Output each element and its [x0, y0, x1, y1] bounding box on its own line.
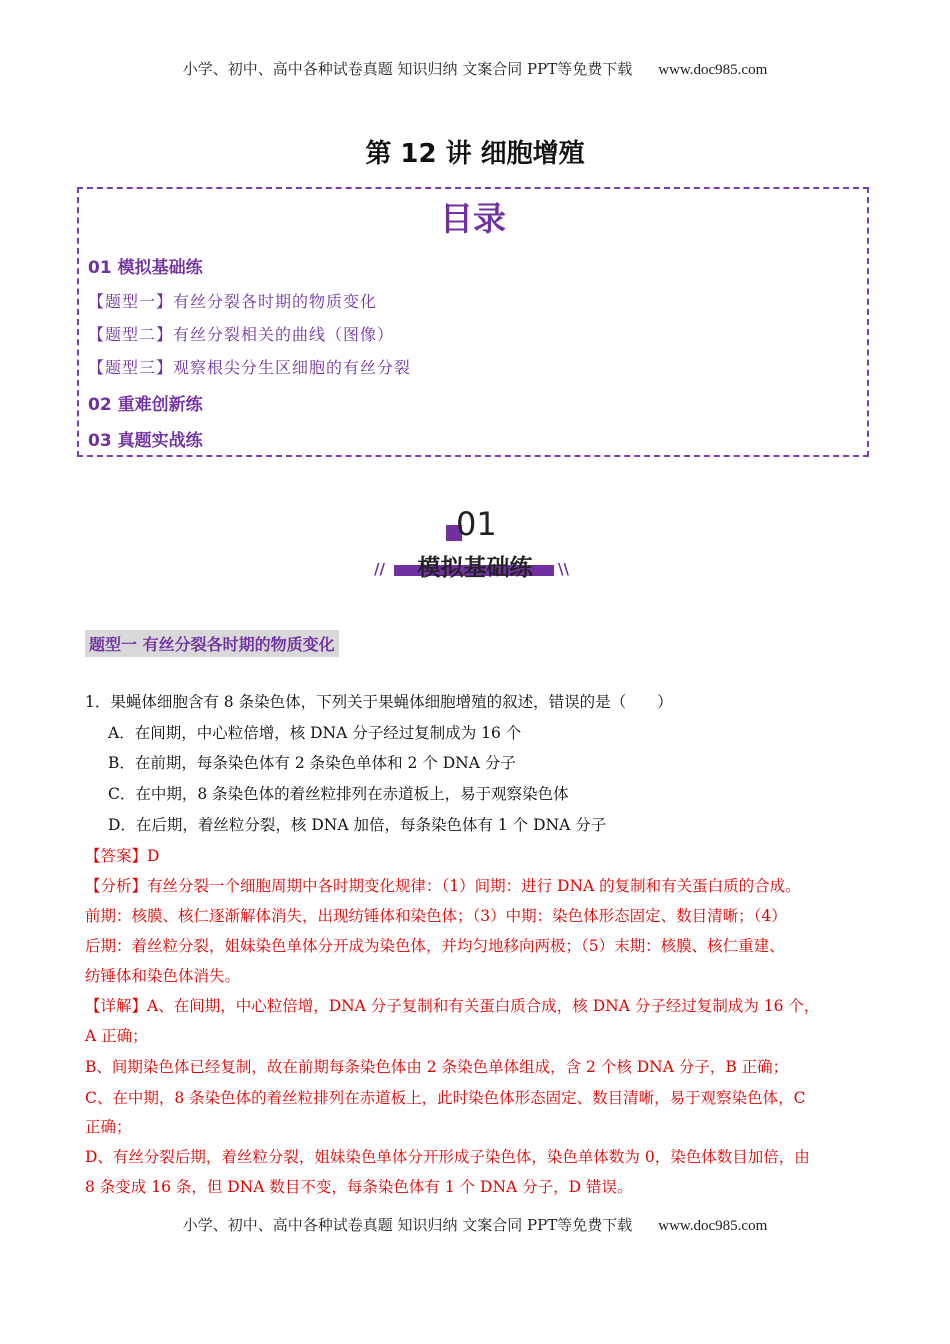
page-header — [0, 58, 950, 79]
detail-line-4: C、在中期，8 条染色体的着丝粒排列在赤道板上，此时染色体形态固定、数目清晰，易于观察染色体，C — [85, 1089, 806, 1107]
header-url[interactable]: www.doc985.com — [658, 62, 768, 78]
detail-line-3: B、间期染色体已经复制，故在前期每条染色体由 2 条染色单体组成，含 2 个核 DNA 分子，B 正确； — [85, 1058, 789, 1076]
detail-line-5: 正确； — [85, 1118, 132, 1136]
toc-heading: 目录 — [440, 199, 506, 238]
toc-type-2[interactable]: 【题型二】有丝分裂相关的曲线（图像） — [88, 325, 395, 344]
option-a: A．在间期，中心粒倍增，核 DNA 分子经过复制成为 16 个 — [108, 724, 522, 742]
option-c: C．在中期，8 条染色体的着丝粒排列在赤道板上，易于观察染色体 — [108, 785, 569, 803]
toc-type-3[interactable]: 【题型三】观察根尖分生区细胞的有丝分裂 — [88, 358, 412, 377]
detail-line-6: D、有丝分裂后期，着丝粒分裂，姐妹染色单体分开形成子染色体，染色单体数为 0，染色体数目加倍，由 — [85, 1148, 810, 1166]
analysis-line-2: 前期：核膜、核仁逐渐解体消失，出现纺锤体和染色体；（3）中期：染色体形态固定、数目清晰；（4） — [85, 907, 787, 925]
question-stem: 1．果蝇体细胞含有 8 条染色体，下列关于果蝇体细胞增殖的叙述，错误的是（ ） — [85, 693, 673, 711]
table-of-contents — [77, 187, 869, 457]
banner-slash-right: \\ — [558, 560, 569, 578]
analysis-line-1: 【分析】有丝分裂一个细胞周期中各时期变化规律：（1）间期：进行 DNA 的复制和有关蛋白质的合成。 — [85, 877, 801, 895]
analysis-line-4: 纺锤体和染色体消失。 — [85, 967, 241, 985]
detail-line-2: A 正确； — [85, 1027, 148, 1045]
detail-line-7: 8 条变成 16 条，但 DNA 数目不变，每条染色体有 1 个 DNA 分子，D 错误。 — [85, 1178, 633, 1196]
banner-slash-left: // — [374, 560, 385, 578]
toc-section-1[interactable]: 01 模拟基础练 — [88, 258, 203, 278]
analysis-line-3: 后期：着丝粒分裂，姐妹染色单体分开成为染色体，并均匀地移向两极；（5）末期：核膜、核仁重建、 — [85, 937, 785, 955]
toc-type-1[interactable]: 【题型一】有丝分裂各时期的物质变化 — [88, 292, 378, 311]
header-text: 小学、初中、高中各种试卷真题 知识归纳 文案合同 PPT等免费下载 — [182, 60, 633, 78]
option-b: B．在前期，每条染色体有 2 条染色单体和 2 个 DNA 分子 — [108, 754, 516, 772]
page-title: 第 12 讲 细胞增殖 — [365, 139, 585, 169]
banner-title: 模拟基础练 — [417, 555, 533, 581]
detail-line-1: 【详解】A、在间期，中心粒倍增，DNA 分子复制和有关蛋白质合成，核 DNA 分子经过复制成为 16 个， — [85, 997, 820, 1015]
page-footer — [0, 1214, 950, 1235]
section-banner — [370, 505, 580, 585]
banner-number: 01 — [456, 505, 497, 543]
toc-section-3[interactable]: 03 真题实战练 — [88, 431, 203, 451]
option-d: D．在后期，着丝粒分裂，核 DNA 加倍，每条染色体有 1 个 DNA 分子 — [108, 816, 607, 834]
answer-label: 【答案】D — [85, 847, 160, 865]
type-heading: 题型一 有丝分裂各时期的物质变化 — [85, 630, 339, 657]
footer-url[interactable]: www.doc985.com — [658, 1218, 768, 1234]
toc-section-2[interactable]: 02 重难创新练 — [88, 395, 203, 415]
footer-text: 小学、初中、高中各种试卷真题 知识归纳 文案合同 PPT等免费下载 — [182, 1216, 633, 1234]
